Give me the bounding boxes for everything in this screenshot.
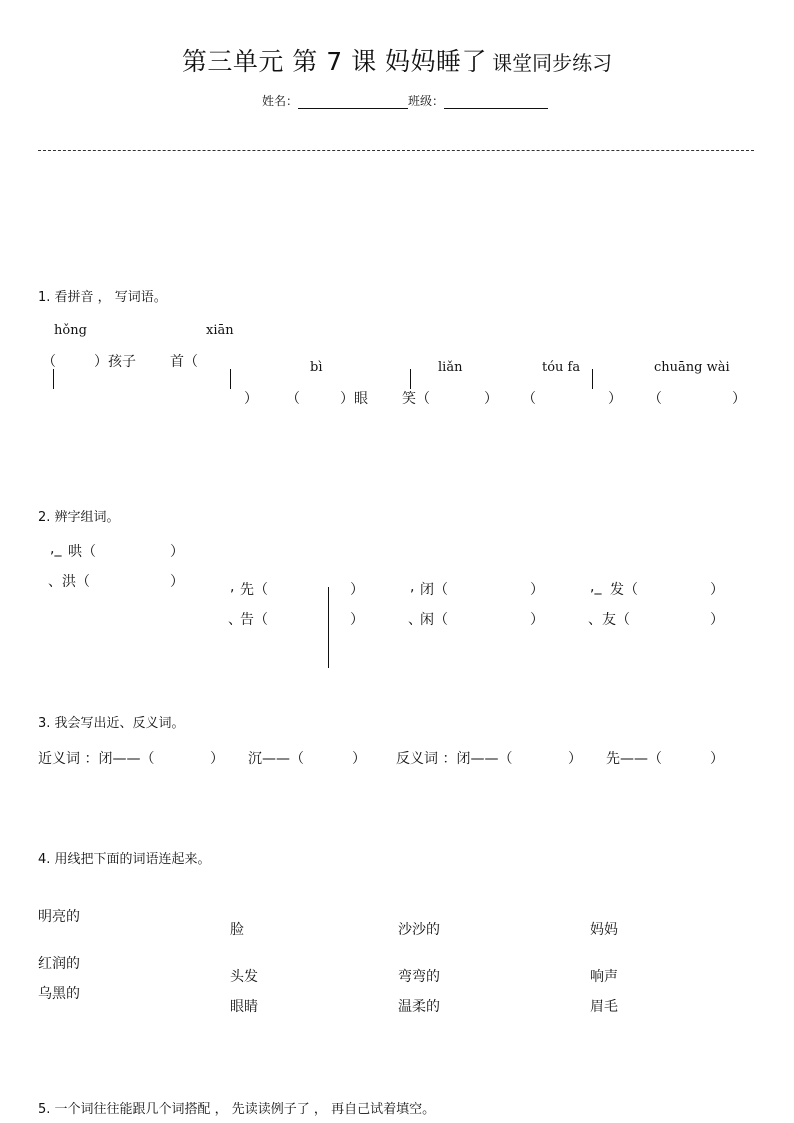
q1-r2-open-2: （	[286, 391, 300, 407]
q3-heading: 3. 我会写出近、反义词。	[38, 716, 185, 731]
q4-col3-item[interactable]: 沙沙的	[398, 922, 440, 938]
q3-fan-label: 反义词 ：闭——（	[396, 751, 513, 767]
q1-r2-close-5: ）	[732, 391, 746, 407]
q2-hong2: 洪（	[62, 574, 90, 590]
q3-fan-close: ）	[568, 751, 582, 767]
q2-mark-you: 、	[588, 612, 602, 628]
q1-paren-open-1: （	[42, 354, 56, 370]
class-blank[interactable]	[444, 96, 548, 109]
q3-chen-close: ）	[352, 751, 366, 767]
q4-col1-item[interactable]: 红润的	[38, 956, 80, 972]
q1-stroke-1	[53, 369, 54, 389]
q2-bi: 闭（	[420, 582, 448, 598]
q2-xian: 先（	[240, 582, 268, 598]
q2-xian-close: ）	[350, 582, 364, 598]
q2-fa: 发（	[610, 582, 638, 598]
q3-jin-label: 近义词 ：闭——（	[38, 751, 155, 767]
q1-stroke-2	[230, 369, 231, 389]
q2-mark-xian: ,	[230, 579, 235, 595]
q2-xianx: 闲（	[420, 612, 448, 628]
q2-you-close: ）	[710, 612, 724, 628]
q2-fa-close: ）	[710, 582, 724, 598]
q2-mark-xianx: 、	[408, 612, 422, 628]
q2-gao-close: ）	[350, 612, 364, 628]
q4-col4-item[interactable]: 眉毛	[590, 999, 618, 1015]
q2-mark-hong2: 、	[48, 574, 62, 590]
q4-col3-item[interactable]: 弯弯的	[398, 969, 440, 985]
title-main: 第三单元 第 7 课 妈妈睡了	[181, 47, 488, 76]
q2-mark-bi: ,	[410, 579, 415, 595]
pinyin-chuangwai: chuāng wài	[654, 360, 730, 375]
q3-chen: 沉——（	[248, 751, 304, 767]
student-info	[262, 92, 548, 109]
q1-word-yan: ）眼	[340, 391, 368, 407]
q1-r2-open-4: （	[522, 391, 536, 407]
q1-word-shou: 首（	[170, 354, 198, 370]
q1-stroke-4	[592, 369, 593, 389]
q4-col2-item[interactable]: 头发	[230, 969, 258, 985]
pinyin-toufa: tóu fa	[542, 360, 581, 375]
q1-r2-close-1: ）	[244, 391, 258, 407]
q2-divider	[328, 587, 329, 668]
q4-col2-item[interactable]: 眼睛	[230, 999, 258, 1015]
q2-mark-fa: ,_	[590, 579, 602, 595]
q2-gao: 告（	[240, 612, 268, 628]
q1-word-haizi: ）孩子	[94, 354, 136, 370]
q1-word-xiao: 笑（	[402, 391, 430, 407]
q3-xian: 先——（	[606, 751, 662, 767]
class-label: 班级：	[408, 94, 445, 108]
q2-mark-hong: ,_	[50, 541, 62, 557]
pinyin-lian: liǎn	[438, 360, 463, 375]
q3-xian-close: ）	[710, 751, 724, 767]
q1-r2-open-5: （	[648, 391, 662, 407]
q1-r2-close-3: ）	[484, 391, 498, 407]
q4-col4-item[interactable]: 响声	[590, 969, 618, 985]
q4-heading: 4. 用线把下面的词语连起来。	[38, 852, 211, 867]
q2-mark-gao: 、	[228, 612, 242, 628]
pinyin-bi: bì	[310, 360, 323, 375]
q1-stroke-3	[410, 369, 411, 389]
dashed-divider	[38, 150, 754, 151]
q2-you: 友（	[602, 612, 630, 628]
q2-xianx-close: ）	[530, 612, 544, 628]
q4-col1-item[interactable]: 乌黑的	[38, 986, 80, 1002]
q2-hong2-close: ）	[170, 574, 184, 590]
q4-col1-item[interactable]: 明亮的	[38, 909, 80, 925]
q1-heading: 1. 看拼音 ， 写词语。	[38, 290, 167, 305]
q4-col3-item[interactable]: 温柔的	[398, 999, 440, 1015]
pinyin-hong: hǒng	[54, 323, 87, 338]
q2-hong: 哄（	[68, 544, 96, 560]
q4-col2-item[interactable]: 脸	[230, 922, 244, 938]
q2-bi-close: ）	[530, 582, 544, 598]
q4-col4-item[interactable]: 妈妈	[590, 922, 618, 938]
name-blank[interactable]	[298, 96, 408, 109]
q2-heading: 2. 辨字组词。	[38, 510, 120, 525]
q5-heading: 5. 一个词往往能跟几个词搭配 ， 先读读例子了 ， 再自己试着填空。	[38, 1102, 436, 1117]
title-sub: 课堂同步练习	[492, 51, 613, 75]
pinyin-xian: xiān	[206, 323, 234, 338]
q3-jin-close: ）	[210, 751, 224, 767]
q1-r2-close-4: ）	[608, 391, 622, 407]
name-label: 姓名：	[262, 94, 299, 108]
q2-hong-close: ）	[170, 544, 184, 560]
worksheet-title	[0, 42, 794, 78]
